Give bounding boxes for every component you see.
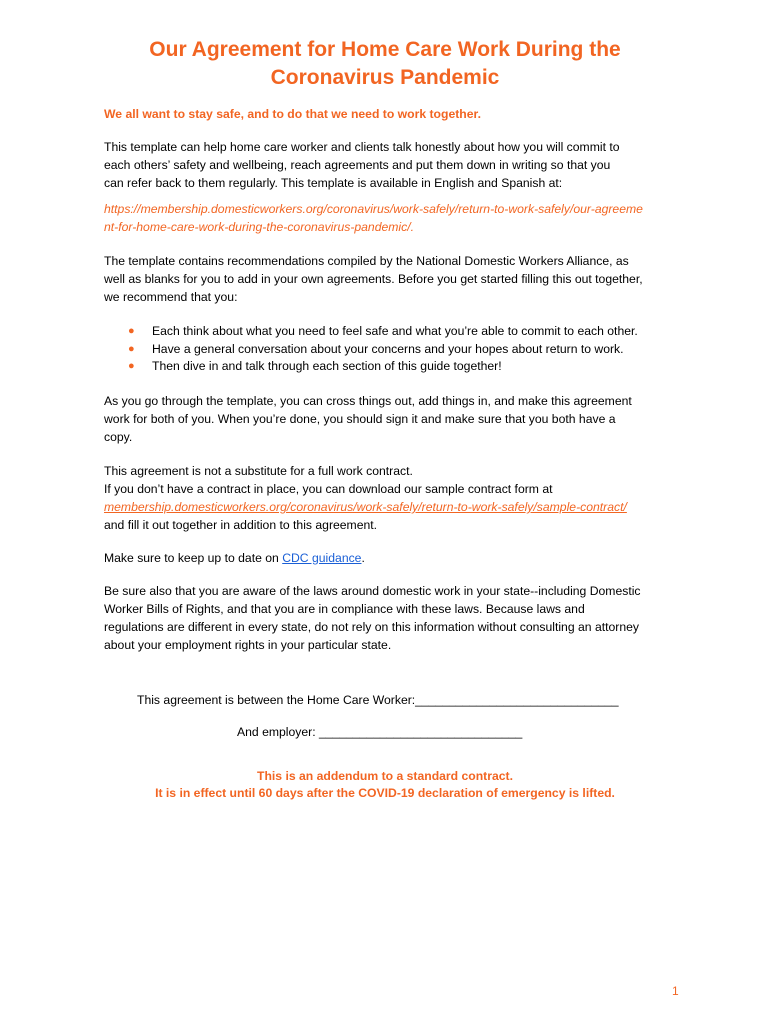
list-item [104, 341, 674, 359]
template-link[interactable] [104, 200, 674, 236]
list-item-text: Have a general conversation about your concerns and your hopes about return to work. [152, 341, 624, 356]
recommend-paragraph [104, 252, 674, 306]
intro-line-1: This template can help home care worker and clients talk honestly about how you will commit to [104, 140, 620, 154]
worker-signature-line[interactable]: This agreement is between the Home Care Worker:______________________________ [137, 693, 619, 707]
sample-contract-link[interactable]: membership.domesticworkers.org/coronavirus/work-safely/return-to-work-safely/sample-contract/ [104, 500, 627, 514]
go-through-line-2: work for both of you. When you’re done, you should sign it and make sure that you both have a [104, 412, 616, 426]
lead-statement: We all want to stay safe, and to do that we need to work together. [104, 107, 481, 121]
recommend-line-1: The template contains recommendations compiled by the National Domestic Workers Alliance, as [104, 254, 629, 268]
page-number: 1 [672, 984, 679, 998]
employer-signature-line[interactable]: And employer: ______________________________ [237, 725, 523, 739]
laws-paragraph [104, 582, 674, 654]
list-item [104, 358, 674, 376]
addendum-line-2: It is in effect until 60 days after the COVID-19 declaration of emergency is lifted. [155, 786, 615, 800]
template-link-line-2[interactable]: nt-for-home-care-work-during-the-coronavirus-pandemic/. [104, 220, 414, 234]
go-through-line-3: copy. [104, 430, 133, 444]
laws-line-3: regulations are different in every state, do not rely on this information without consulting an attorney [104, 620, 639, 634]
list-item-text: Then dive in and talk through each section of this guide together! [152, 359, 502, 373]
intro-line-2: each others’ safety and wellbeing, reach agreements and put them down in writing so that you [104, 158, 611, 172]
bullet-icon: ● [128, 325, 135, 337]
contract-paragraph [104, 462, 674, 534]
addendum-notice [60, 768, 710, 802]
title-line-2: Coronavirus Pandemic [270, 66, 500, 89]
title-line-1: Our Agreement for Home Care Work During the [149, 38, 621, 61]
template-link-line-1[interactable]: https://membership.domesticworkers.org/coronavirus/work-safely/return-to-work-safely/our-agreeme [104, 202, 643, 216]
list-item-text: Each think about what you need to feel safe and what you’re able to commit to each other. [152, 324, 638, 338]
contract-line-4: and fill it out together in addition to this agreement. [104, 518, 378, 532]
cdc-prefix: Make sure to keep up to date on [104, 551, 283, 565]
cdc-guidance-link[interactable]: CDC guidance [282, 551, 362, 565]
recommend-line-3: we recommend that you: [104, 290, 238, 304]
page-title [60, 36, 710, 92]
recommendation-list [104, 323, 674, 376]
addendum-line-1: This is an addendum to a standard contract. [257, 769, 513, 783]
laws-line-4: about your employment rights in your particular state. [104, 638, 392, 652]
go-through-paragraph [104, 392, 674, 446]
cdc-paragraph [104, 549, 674, 567]
contract-line-2: If you don’t have a contract in place, you can download our sample contract form at [104, 482, 553, 496]
bullet-icon: ● [128, 360, 135, 372]
intro-paragraph [104, 138, 674, 192]
list-item [104, 323, 674, 341]
bullet-icon: ● [128, 342, 135, 355]
laws-line-2: Worker Bills of Rights, and that you are in compliance with these laws. Because laws and [104, 602, 585, 616]
laws-line-1: Be sure also that you are aware of the laws around domestic work in your state--including Domestic [104, 584, 641, 598]
go-through-line-1: As you go through the template, you can cross things out, add things in, and make this agreement [104, 394, 632, 408]
contract-line-1: This agreement is not a substitute for a full work contract. [104, 464, 413, 478]
intro-line-3: can refer back to them regularly. This template is available in English and Spanish at: [104, 176, 563, 190]
cdc-suffix: . [361, 551, 365, 565]
recommend-line-2: well as blanks for you to add in your own agreements. Before you get started filling this out together, [104, 272, 643, 286]
